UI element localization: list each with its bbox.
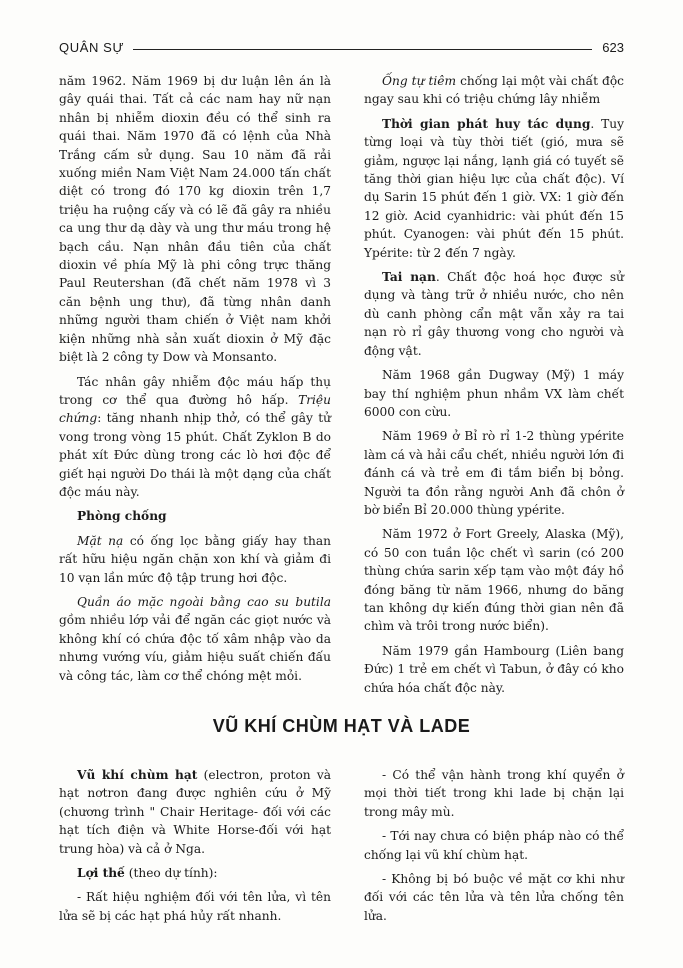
header-rule	[133, 49, 592, 50]
page-header	[59, 40, 624, 62]
italic-term: Triệu chứng	[59, 392, 331, 426]
paragraph: Năm 1969 ở Bỉ rò rỉ 1-2 thùng ypérite làm cá và hải cẩu chết, nhiều người lớn đi đánh cá và trẻ em đi tắm biển bị bỏng. Người ta đồn rằng người Anh đã chôn ở bờ biển Bỉ 20.000 thùng ypérite.	[364, 429, 624, 517]
italic-term: Quần áo mặc ngoài bằng cao su butila	[77, 594, 331, 609]
list-item: - Không bị bó buộc về mặt cơ khi như đối với các tên lửa và tên lửa chống tên lửa.	[364, 872, 624, 923]
paragraph	[59, 532, 331, 587]
paragraph-text: (electron, proton và hạt nơtron đang được nghiên cứu ở Mỹ (chương trình " Chair Heritage- đối với các hạt tích điện và White Horse-đối với hạt trung hòa) và cả ở Nga.	[59, 768, 331, 856]
paragraph	[364, 115, 624, 262]
paragraph-text: gồm nhiều lớp vải để ngăn các giọt nước và không khí có chứa độc tố xâm nhập vào da nhưng vướng víu, giảm hiệu suất chiến đấu và công tác, làm cơ thể chóng mệt mỏi.	[59, 613, 331, 683]
list-item: - Rất hiệu nghiệm đối với tên lửa, vì tên lửa sẽ bị các hạt phá hủy rất nhanh.	[59, 890, 331, 923]
list-item: - Tới nay chưa có biện pháp nào có thể chống lại vũ khí chùm hạt.	[364, 829, 624, 862]
right-column-bottom	[364, 766, 624, 931]
paragraph	[59, 373, 331, 502]
paragraph-text: . Tuy từng loại và tùy thời tiết (gió, mưa sẽ giảm, ngược lại nắng, lạnh giá có tuyết sẽ tăng thời gian hiệu lực của chất độc). Ví dụ Sarin 15 phút đến 1 giờ. VX: 1 giờ đến 12 giờ. Acid cyanhidric: vài phút đến 15 phút. Cyanogen: vài phút đến 15 phút. Ypérite: từ 2 đến 7 ngày.	[364, 116, 624, 260]
subheading-protection: Phòng chống	[77, 509, 167, 524]
paragraph: năm 1962. Năm 1969 bị dư luận lên án là gây quái thai. Tất cả các nam hay nữ nạn nhân bị nhiễm dioxin đều có thể sinh ra quái thai. Năm 1970 đã có lệnh của Nhà Trắng cấm sử dụng. Sau 10 năm đã rải xuống miền Nam Việt Nam 24.000 tấn chất diệt có trong đó 170 kg dioxin trên 1,7 triệu ha ruộng cấy và có lẽ đã gây ra nhiều ca ung thư dạ dày và ung thư máu trong hệ bạch cầu. Nạn nhân đầu tiên của chất dioxin về phía Mỹ là phi công trực thăng Paul Reutershan (đã chết năm 1978 vì 3 căn bệnh ung thư), đã từng nhân danh những người tham chiến ở Việt nam khởi kiện những nhà sản xuất dioxin ở Mỹ đặc biệt là 2 công ty Dow và Monsanto.	[59, 74, 331, 365]
bold-term: Lợi thế	[77, 866, 125, 881]
paragraph-text: có ống lọc bằng giấy hay than rất hữu hiệu ngăn chặn xon khí và giảm đi 10 vạn lần mức độ tập trung hơi độc.	[59, 533, 331, 585]
italic-term: Mặt nạ	[77, 533, 124, 548]
subheading-advantage	[59, 864, 331, 882]
paragraph-text: (theo dự tính):	[124, 866, 218, 881]
paragraph-text: chống lại một vài chất độc ngay sau khi có triệu chứng lây nhiễm	[364, 74, 625, 107]
left-column-top	[59, 72, 331, 691]
paragraph-text: Tác nhân gây nhiễm độc máu hấp thụ trong cơ thể qua đường hô hấp.	[59, 374, 331, 407]
bold-term: Vũ khí chùm hạt	[77, 768, 198, 782]
bold-term: Thời gian phát huy tác dụng	[382, 116, 591, 131]
paragraph-text: . Chất độc hoá học được sử dụng và tàng trữ ở nhiều nước, cho nên dù canh phòng cẩn mật vẫn xảy ra tai nạn rò rỉ gây thương vong cho người và động vật.	[364, 270, 624, 358]
paragraph: Năm 1968 gần Dugway (Mỹ) 1 máy bay thí nghiệm phun nhầm VX làm chết 6000 con cừu.	[364, 368, 624, 419]
section-title: VŨ KHÍ CHÙM HẠT VÀ LADE	[212, 716, 471, 736]
paragraph	[364, 72, 624, 109]
paragraph	[364, 268, 624, 360]
left-column-bottom	[59, 766, 331, 931]
list-item: - Có thể vận hành trong khí quyển ở mọi thời tiết trong khi lade bị chặn lại trong mây mù.	[364, 768, 624, 819]
running-head-section: QUÂN SỰ	[59, 40, 125, 55]
bold-term: Tai nạn	[382, 270, 436, 285]
paragraph	[59, 593, 331, 685]
paragraph: Năm 1972 ở Fort Greely, Alaska (Mỹ), có 50 con tuần lộc chết vì sarin (có 200 thùng chứa sarin xếp tạm vào một đáy hồ đóng băng từ năm 1966, nhưng do băng tan không dự kiến đúng thời gian nên đã chìm và trôi trong nước biển).	[364, 527, 624, 634]
right-column-top	[364, 72, 624, 703]
paragraph	[59, 766, 331, 858]
paragraph: Năm 1979 gần Hambourg (Liên bang Đức) 1 trẻ em chết vì Tabun, ở đây có kho chứa hóa chất độc này.	[364, 643, 624, 695]
paragraph-text: : tăng nhanh nhịp thở, có thể gây tử vong trong vòng 15 phút. Chất Zyklon B do phát xít Đức dùng trong các lò hơi độc để giết hại người Do thái là một dạng của chất độc máu này.	[59, 411, 331, 499]
page-number: 623	[602, 40, 624, 55]
italic-term: Ống tự tiêm	[382, 74, 457, 88]
